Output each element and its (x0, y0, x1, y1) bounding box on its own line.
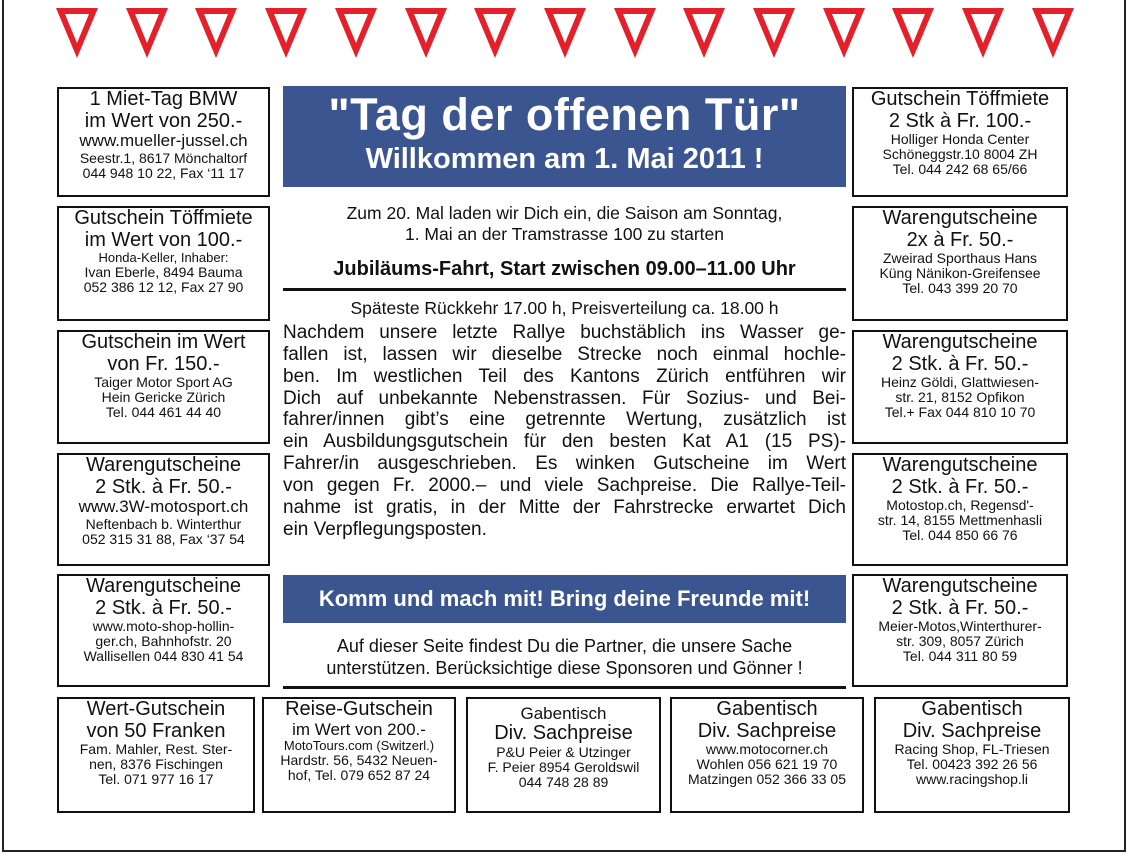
ad-racing-shop (874, 697, 1070, 813)
ad-line: Tel.+ Fax 044 810 10 70 (884, 404, 1036, 421)
ad-line: 052 386 12 12, Fax 27 90 (83, 279, 244, 296)
paragraph-line: ben. Im westlichen Teil des Kantons Zürich entführen wir (283, 365, 846, 387)
ad-line: im Wert von 250.- (84, 109, 243, 132)
divider (283, 288, 846, 291)
ad-line: Gabentisch (520, 704, 607, 723)
ad-motocorner (670, 697, 864, 813)
ad-line: 044 748 28 89 (518, 774, 609, 791)
ad-line: Hardstr. 56, 5432 Neuen- (280, 751, 438, 768)
ad-line: Ivan Eberle, 8494 Bauma (84, 264, 243, 281)
partners-line: unterstützen. Berücksichtige diese Sponsoren und Gönner ! (326, 657, 803, 678)
ad-line: Honda-Keller, Inhaber: (98, 250, 229, 266)
ad-line: str. 309, 8057 Zürich (896, 633, 1024, 650)
paragraph-line: nahme ist gratis, in der Mitte der Fahrstrecke erwartet Dich (283, 496, 846, 518)
ad-line: 2 Stk. à Fr. 50.- (95, 596, 232, 619)
ad-line: 1 Miet-Tag BMW (89, 88, 238, 110)
ad-line: str. 21, 8152 Opfikon (895, 389, 1025, 406)
ad-line: str. 14, 8155 Mettmenhasli (877, 512, 1043, 529)
intro-line: 1. Mai an der Tramstrasse 100 zu starten (404, 224, 725, 244)
headline-title: "Tag der offenen Tür" (328, 89, 801, 140)
ad-line: Wallisellen 044 830 41 54 (83, 648, 244, 665)
ad-line: hof, Tel. 079 652 87 24 (287, 767, 431, 784)
ad-honda-keller (57, 206, 270, 321)
red-triangle-icon (55, 6, 99, 60)
ad-line: Div. Sachpreise (902, 719, 1042, 742)
red-triangle-icon (125, 6, 169, 60)
ad-line: www.motocorner.ch (705, 741, 829, 758)
paragraph-line: fallen ist, lassen wir dieselbe Strecke noch einmal hochle- (283, 343, 846, 365)
intro-text (283, 203, 846, 245)
jubilee-ride-heading: Jubiläums-Fahrt, Start zwischen 09.00–11.00 Uhr (333, 258, 796, 280)
ad-line: Hein Gericke Zürich (101, 389, 226, 406)
red-triangle-icon (961, 6, 1005, 60)
ad-line: 2 Stk. à Fr. 50.- (95, 475, 232, 498)
red-triangle-icon (1031, 6, 1075, 60)
ad-line: www.3W-motosport.ch (78, 497, 249, 517)
red-triangle-icon (543, 6, 587, 60)
call-to-action-banner: Komm und mach mit! Bring deine Freunde mit! (283, 575, 846, 623)
ad-line: Gutschein Töffmiete (74, 207, 253, 229)
ad-line: 052 315 31 88, Fax ‘37 54 (82, 530, 245, 547)
paragraph-line: fahrer/innen gibt’s eine getrennte Wertung, zusätzlich ist (283, 409, 846, 431)
red-triangle-icon (682, 6, 726, 60)
ad-taiger-motor (57, 330, 270, 444)
red-triangle-icon (891, 6, 935, 60)
ad-line: Heinz Göldi, Glattwiesen- (881, 374, 1039, 391)
red-triangle-icon (264, 6, 308, 60)
ad-meier-motos (852, 574, 1068, 687)
partners-note (283, 636, 846, 679)
ad-line: Racing Shop, FL-Triesen (894, 741, 1050, 758)
ad-line: Seestr.1, 8617 Mönchaltorf (79, 149, 248, 166)
headline-banner (283, 86, 846, 187)
ad-line: Div. Sachpreise (697, 719, 837, 742)
ad-line: nen, 8376 Fischingen (89, 756, 223, 773)
ad-line: Gutschein Töffmiete (870, 88, 1050, 110)
ad-line: 044 948 10 22, Fax ‘11 17 (82, 164, 245, 181)
red-triangle-icon (613, 6, 657, 60)
ad-line: im Wert von 200.- (292, 719, 426, 739)
ad-motostop (852, 453, 1068, 566)
ad-line: Gabentisch (716, 698, 818, 720)
ad-line: Schöneggstr.10 8004 ZH (882, 146, 1038, 163)
partners-line: Auf dieser Seite findest Du die Partner, die unsere Sache (336, 636, 793, 656)
paragraph-line: ein Verpflegungsposten. (283, 518, 487, 540)
ad-line: Tel. 044 242 68 65/66 (892, 161, 1028, 178)
red-triangle-icon (194, 6, 238, 60)
ad-line: Taiger Motor Sport AG (94, 374, 233, 391)
ad-line: von 50 Franken (86, 719, 226, 742)
paragraph-line: von gegen Fr. 2000.– und viele Sachpreise. Die Rallye-Teil- (283, 474, 846, 496)
ad-line: Warengutscheine (882, 575, 1038, 597)
ad-line: Zweirad Sporthaus Hans (882, 250, 1038, 267)
ad-line: www.racingshop.li (915, 771, 1029, 788)
ad-mahler-sternen (57, 697, 255, 813)
ad-line: Fam. Mahler, Rest. Ster- (79, 741, 233, 758)
ad-line: im Wert von 100.- (84, 228, 243, 251)
ad-line: www.moto-shop-hollin- (92, 618, 235, 635)
headline-subtitle: Willkommen am 1. Mai 2011 ! (365, 143, 764, 175)
ad-peier-utzinger (466, 697, 661, 813)
ad-line: MotoTours.com (Switzerl.) (283, 737, 435, 753)
ad-line: 2 Stk. à Fr. 50.- (891, 596, 1029, 619)
ad-line: P&U Peier & Utzinger (496, 743, 631, 760)
red-triangle-icon (334, 6, 378, 60)
rally-description (283, 322, 846, 540)
ad-zweirad-sporthaus (852, 206, 1068, 321)
ad-line: Gutschein im Wert (81, 331, 246, 353)
red-triangle-icon (752, 6, 796, 60)
ad-line: Wert-Gutschein (86, 698, 226, 720)
ad-line: Neftenbach b. Winterthur (85, 515, 242, 532)
ad-mototours (262, 697, 456, 813)
ad-line: von Fr. 150.- (107, 352, 220, 375)
ad-line: Motostop.ch, Regensd'- (886, 497, 1034, 514)
ad-heinz-goeldi (852, 330, 1068, 444)
ad-line: 2x à Fr. 50.- (906, 228, 1014, 251)
ad-line: Warengutscheine (882, 207, 1038, 229)
ad-line: Tel. 043 399 20 70 (902, 280, 1018, 297)
ad-line: Tel. 00423 392 26 56 (906, 756, 1038, 773)
ad-holliger-honda (852, 87, 1068, 197)
return-info: Späteste Rückkehr 17.00 h, Preisverteilung ca. 18.00 h (350, 298, 779, 318)
red-triangle-icon (404, 6, 448, 60)
ad-line: Tel. 071 977 16 17 (98, 771, 214, 788)
ad-line: Meier-Motos,Winterthurer- (878, 618, 1042, 635)
ad-line: 2 Stk. à Fr. 50.- (891, 352, 1029, 375)
ad-moto-shop-hollinger (57, 574, 270, 687)
ad-3w-motosport (57, 453, 270, 566)
red-triangle-icon (822, 6, 866, 60)
ad-line: Tel. 044 850 66 76 (902, 527, 1018, 544)
ad-line: Tel. 044 311 80 59 (902, 648, 1018, 665)
paragraph-line: Dich auf unbekannte Nebenstrassen. Für Sozius- und Bei- (283, 387, 846, 409)
ad-line: Warengutscheine (86, 575, 241, 597)
paragraph-line: Nachdem unsere letzte Rallye buchstäblich ins Wasser ge- (283, 322, 846, 343)
ad-line: Matzingen 052 366 33 05 (687, 771, 846, 788)
paragraph-line: ein Ausbildungsgutschein für den besten Kat A1 (15 PS)- (283, 431, 846, 453)
ad-line: Wohlen 056 621 19 70 (696, 756, 838, 773)
ad-line: Tel. 044 461 44 40 (105, 404, 222, 421)
ad-line: 2 Stk. à Fr. 50.- (891, 475, 1029, 498)
paragraph-line: Fahrer/in ausgeschrieben. Es winken Gutscheine im Wert (283, 453, 846, 475)
ad-line: Gabentisch (921, 698, 1023, 720)
divider (283, 686, 846, 689)
ad-line: Warengutscheine (882, 454, 1038, 476)
ad-line: Holliger Honda Center (890, 131, 1030, 148)
intro-line: Zum 20. Mal laden wir Dich ein, die Saison am Sonntag, (346, 203, 783, 223)
ad-line: Küng Nänikon-Greifensee (879, 265, 1041, 282)
ad-line: 2 Stk à Fr. 100.- (888, 109, 1032, 132)
warning-triangle-row (55, 6, 1075, 64)
ad-line: Warengutscheine (86, 454, 241, 476)
ad-bmw-rental (57, 87, 270, 197)
ad-line: F. Peier 8954 Geroldswil (487, 759, 640, 776)
ad-line: Warengutscheine (882, 331, 1038, 353)
ad-line: ger.ch, Bahnhofstr. 20 (95, 633, 232, 650)
ad-line: Reise-Gutschein (285, 698, 433, 720)
ad-line: Div. Sachpreise (494, 722, 633, 745)
red-triangle-icon (473, 6, 517, 60)
ad-line: www.mueller-jussel.ch (79, 131, 248, 151)
